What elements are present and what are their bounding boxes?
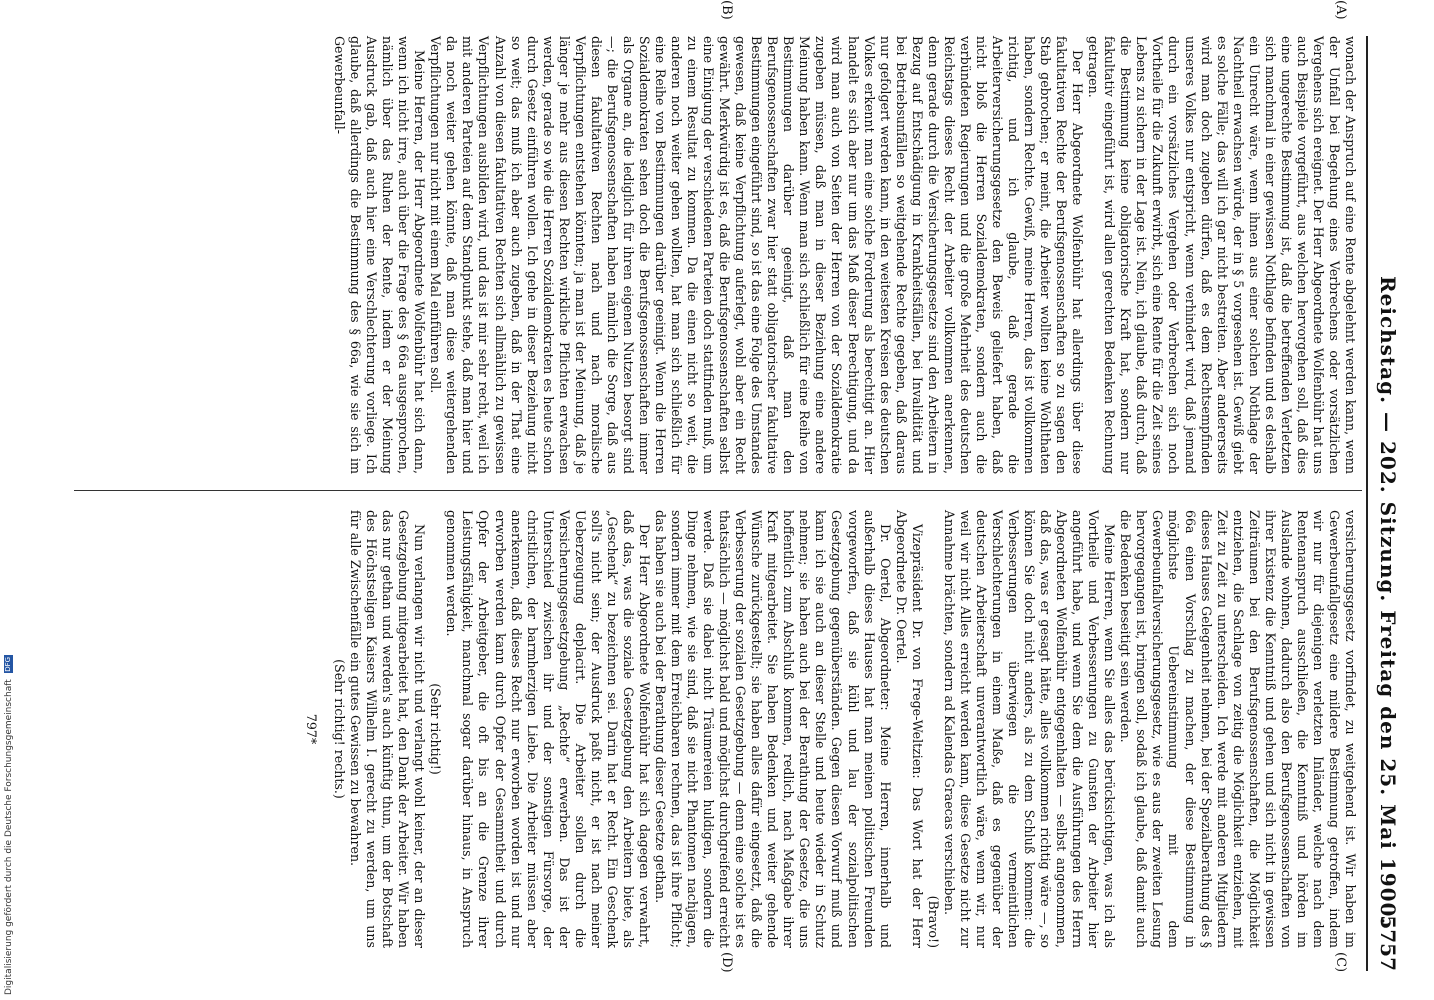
paragraph: Vizepräsident Dr. von Frege-Weltzien: Das Wort hat der Herr Abgeordnete Dr. Oertel. [893,510,925,948]
interjection: (Sehr richtig! rechts.) [332,659,348,799]
page-footer-mark: 797* [304,713,319,745]
margin-mark-d: (D) [719,952,734,973]
credit-text: Digitalisierung gefördert durch die Deutsche Forschungsgemeinschaft [4,679,14,995]
paragraph: Der Herr Abgeordnete Wolfenbühr hat sich dagegen verwahrt, daß das, was die soziale Gesetzgebung den Arbeitern biete, als „Geschenk“ zu bezeichnen sei. Darin hat er Recht. Ein Geschenk soll's nicht sein; der Ausdruck paßt nicht, er ist nach meiner Ueberzeugung deplacirt. Die Arbeiter sollen durch die Versicherungsgesetzgebung „Rechte“ erwerben. Das ist der Unterschied zwischen ihr und der sonstigen Fürsorge, der christlichen, der barmherzigen Liebe. Die Arbeiter müssen aber anerkennen, daß dieses Recht nur erworben worden ist und nur erworben werden kann durch Opfer der Gesammtheit und durch Opfer der Arbeitgeber, die oft bis an die Grenze ihrer Leistungsfähigkeit, manchmal sogar darüber hinaus, in Anspruch genommen werden. [444,510,652,948]
page-header [1370,36,1404,971]
page-title: Reichstag. — 202. Sitzung. Freitag den 25. Mai 1900. [1376,276,1400,926]
paragraph: versicherungsgesetz vorfindet, zu weitgehend ist. Wir haben im Gewerbeunfallgesetz eine mildere Bestimmung getroffen, indem wir nur für diejenigen verletzten Inländer, welche nach dem Rentenanspruch ausschließen, die Kenntniß und hörden im Auslande wohnen, dadurch also den Berufsgenossenschaften von ihrer Existenz die Kenntniß und gehen und sich nicht in gewissen Zeiträumen bei den Berufsgenossenschaften, die Möglichkeit entziehen, die Sachlage von zeitig die Möglichkeit entziehen, mit Zeit zu Zeit zu unterscheiden. Ich werde mit anderen Mitgliedern dieses Hauses Gelegenheit nehmen, bei der Spezialberathung des § 66a einen Vorschlag zu machen, der diese Bestimmung in möglichste Uebereinstimmung mit dem Gewerbeunfallversicherungsgesetz, wie es aus der zweiten Lesung hervorgegangen ist, bringen soll, sodaß ich glaube, daß damit auch die Bedenken beseitigt sein werden. [1118,510,1358,948]
header-rule [1366,36,1368,971]
interjection: (Sehr richtig!) [428,683,444,775]
interjection: (Bravo!) [925,895,941,948]
column-divider [74,490,1362,491]
left-column [331,36,1358,474]
paragraph: Meine Herren, wenn Sie alles das berücksichtigen, was ich als Vortheile und Verbesserungen zu Gunsten der Arbeiter hier angeführt habe, und wenn Sie dem die Ausführungen des Herrn Abgeordneten Wolfenbühr entgegenhalten — selbst angenommen, daß das, was er gesagt hätte, alles vollkommen richtig wäre —, so können Sie doch nicht anders, als zu dem Schluß kommen: die Verbesserungen überwiegen die vermeintlichen Verschlechterungen in einem Maße, daß es gegenüber der deutschen Arbeiterschaft unverantwortlich wäre, wenn wir, nur weil wir nicht Alles erreicht werden kann, diese Gesetze nicht zur Annahme brächten, sondern ad Kalendas Graecas verschieben. [941,510,1118,948]
page-number: 5757 [1376,915,1400,971]
dfg-logo-icon: DFG [4,656,12,672]
right-column [303,510,1358,948]
paragraph: wonach der Anspruch auf eine Rente abgelehnt werden kann, wenn der Unfall bei Begehung eines Verbrechens oder vorsätzlichen Vergehens sich ereignet. Der Herr Abgeordnete Wolfenbühr hat uns auch Beispiele vorgeführt, aus welchen hervorgehen soll, daß dies eine ungerechte Bestimmung ist, daß die betreffenden Verletzten sich manchmal in einer gewissen Nothlage befinden und es deshalb ein Unrecht wäre, wenn ihnen aus einer solchen Nothlage der Nachtheil erwachsen würde, der in § 5 vorgesehen ist. Gewiß giebt es solche Fälle; das will ich gar nicht bestreiten. Aber andererseits wird man doch zugeben dürfen, daß es dem Rechtsempfinden unseres Volkes nur entspricht, wenn verhindert wird, daß jemand durch ein vorsätzliches Vergehen oder Verbrechen sich noch Vortheile für die Zukunft erwirbt, sich eine Rente für die Zeit seines Lebens zu sichern in der Lage ist. Nein, ich glaube, daß durch, daß die Bestimmung keine obligatorische Kraft hat, sondern nur fakultativ eingeführt ist, wird allen gerechten Bedenken Rechnung getragen. [1086,36,1358,474]
paragraph: Dr. Oertel, Abgeordneter: Meine Herren, innerhalb und außerhalb dieses Hauses hat man meinen politischen Freunden vorgeworfen, daß sie kühl und lau der sozialpolitischen Gesetzgebung gegenüberständen. Gegen diesen Vorwurf muß und kann ich sie auch an dieser Stelle und heute wieder in Schutz nehmen; sie haben auch bei der Berathung der Gesetze, die uns hoffentlich zum Abschluß kommen, redlich, nach Maßgabe ihrer Kraft mitgearbeitet. Sie haben Bedenken und weiter gehende Wünsche zurückgestellt; sie haben alles dafür eingesetzt, daß die Verbesserung der sozialen Gesetzgebung — denn eine solche ist es thatsächlich — möglichst bald und möglichst durchgreifend erreicht werde. Daß sie dabei nicht Träumereien huldigen, sondern die Dinge nehmen, wie sie sind, daß sie nicht Phantomen nachjagen, sondern immer mit dem Erreichbaren rechnen, das ist ihre Pflicht; das haben sie auch bei der Berathung dieser Gesetze gethan. [652,510,893,948]
paragraph: Meine Herren, der Herr Abgeordnete Wolfenbühr hat sich dann, wenn ich nicht irre, auch über die Frage des § 66a ausgesprochen, nämlich über das Ruhen der Rente, indem er der Meinung Ausdruck gab, daß auch hier eine Verschlechterung vorliege. Ich glaube, daß allerdings die Bestimmung des § 66a, wie sie sich im Gewerbeunfall- [332,36,428,474]
margin-mark-b: (B) [719,0,734,20]
paragraph: Der Herr Abgeordnete Wolfenbühr hat allerdings über diese fakultativen Rechte der Berufsgenossenschaften so zu sagen den Stab gebrochen; er meint, die Arbeiter wollten keine Wohlthaten haben, sondern Rechte. Gewiß, meine Herren, das ist vollkommen richtig, und ich glaube, daß gerade die Arbeiterversicherungsgesetze den Beweis geliefert haben, daß nicht bloß die Herren Sozialdemokraten, sondern auch die verbündeten Regierungen und die große Mehrheit des deutschen Reichstags dieses Recht der Arbeiter vollkommen anerkennen, denn gerade durch die Versicherungsgesetze sind den Arbeitern in Bezug auf Entschädigung in Krankheitsfällen, bei Invalidität und bei Betriebsunfällen so weitgehende Rechte gegeben, daß daraus nur gefolgert werden kann, in den weitesten Kreisen des deutschen Volkes erkennt man eine solche Forderung als berechtigt an. Hier handelt es sich aber nur um das Maß dieser Berechtigung, und da wird man auch von Seiten der Herren von der Sozialdemokratie zugeben müssen, daß man in dieser Beziehung eine andere Meinung haben kann. Wenn man sich schließlich für eine Reihe von Bestimmungen darüber geeinigt, daß man den Berufsgenossenschaften zwar hier statt obligatorischer fakultative Bestimmungen eingeführt sind, so ist das eine Folge des Umstandes gewesen, daß keine Verpflichtung auferlegt, wohl aber ein Recht gewährt. Merkwürdig ist es, daß die Berufsgenossenschaften selbst eine Einigung der verschiedenen Parteien doch stattfinden muß, um zu einem Resultat zu kommen. Da die einen nicht so weit, die anderen noch weiter gehen wollten, hat man sich schließlich für eine Reihe von Bestimmungen darüber geeinigt. Wenn die Herren Sozialdemokraten sehen doch die Berufsgenossenschaften immer als Organe an, die lediglich für ihren eigenen Nutzen besorgt sind —; die Berufsgenossenschaften haben nämlich die Sorge, daß aus diesen fakultativen Rechten nach und nach moralische Verpflichtungen entstehen könnten; ja man ist der Meinung, daß je länger je mehr aus diesen Rechten wirkliche Pflichten erwachsen werden, gerade so wie die Herren Sozialdemokraten es heute schon durch Gesetz einführen wollen. Ich gehe in dieser Beziehung nicht so weit; das muß ich aber auch zugeben, daß in der That eine Anzahl von diesen fakultativen Rechten sich allmählich zu gewissen Verpflichtungen ausbilden wird, und das ist mir sehr recht, weil ich mit anderen Parteien auf dem Standpunkt stehe, daß man hier und da noch weiter gehen könnte, daß man diese weitergehenden Verpflichtungen nur nicht mit einem Mal einführen soll. [428,36,1086,474]
paragraph: Nun verlangen wir nicht und verlangt wohl keiner, der an dieser Gesetzgebung mitgearbeitet hat, den Dank der Arbeiter. Wir haben das nur gethan und werden's auch künftig thun, um der Botschaft des Höchstseligen Kaisers Wilhelm I. gerecht zu werden, um uns für alle Zwischenfälle ein gutes Gewissen zu bewahren. [348,510,428,948]
margin-mark-c: (C) [1333,952,1348,973]
margin-mark-a: (A) [1333,0,1348,20]
